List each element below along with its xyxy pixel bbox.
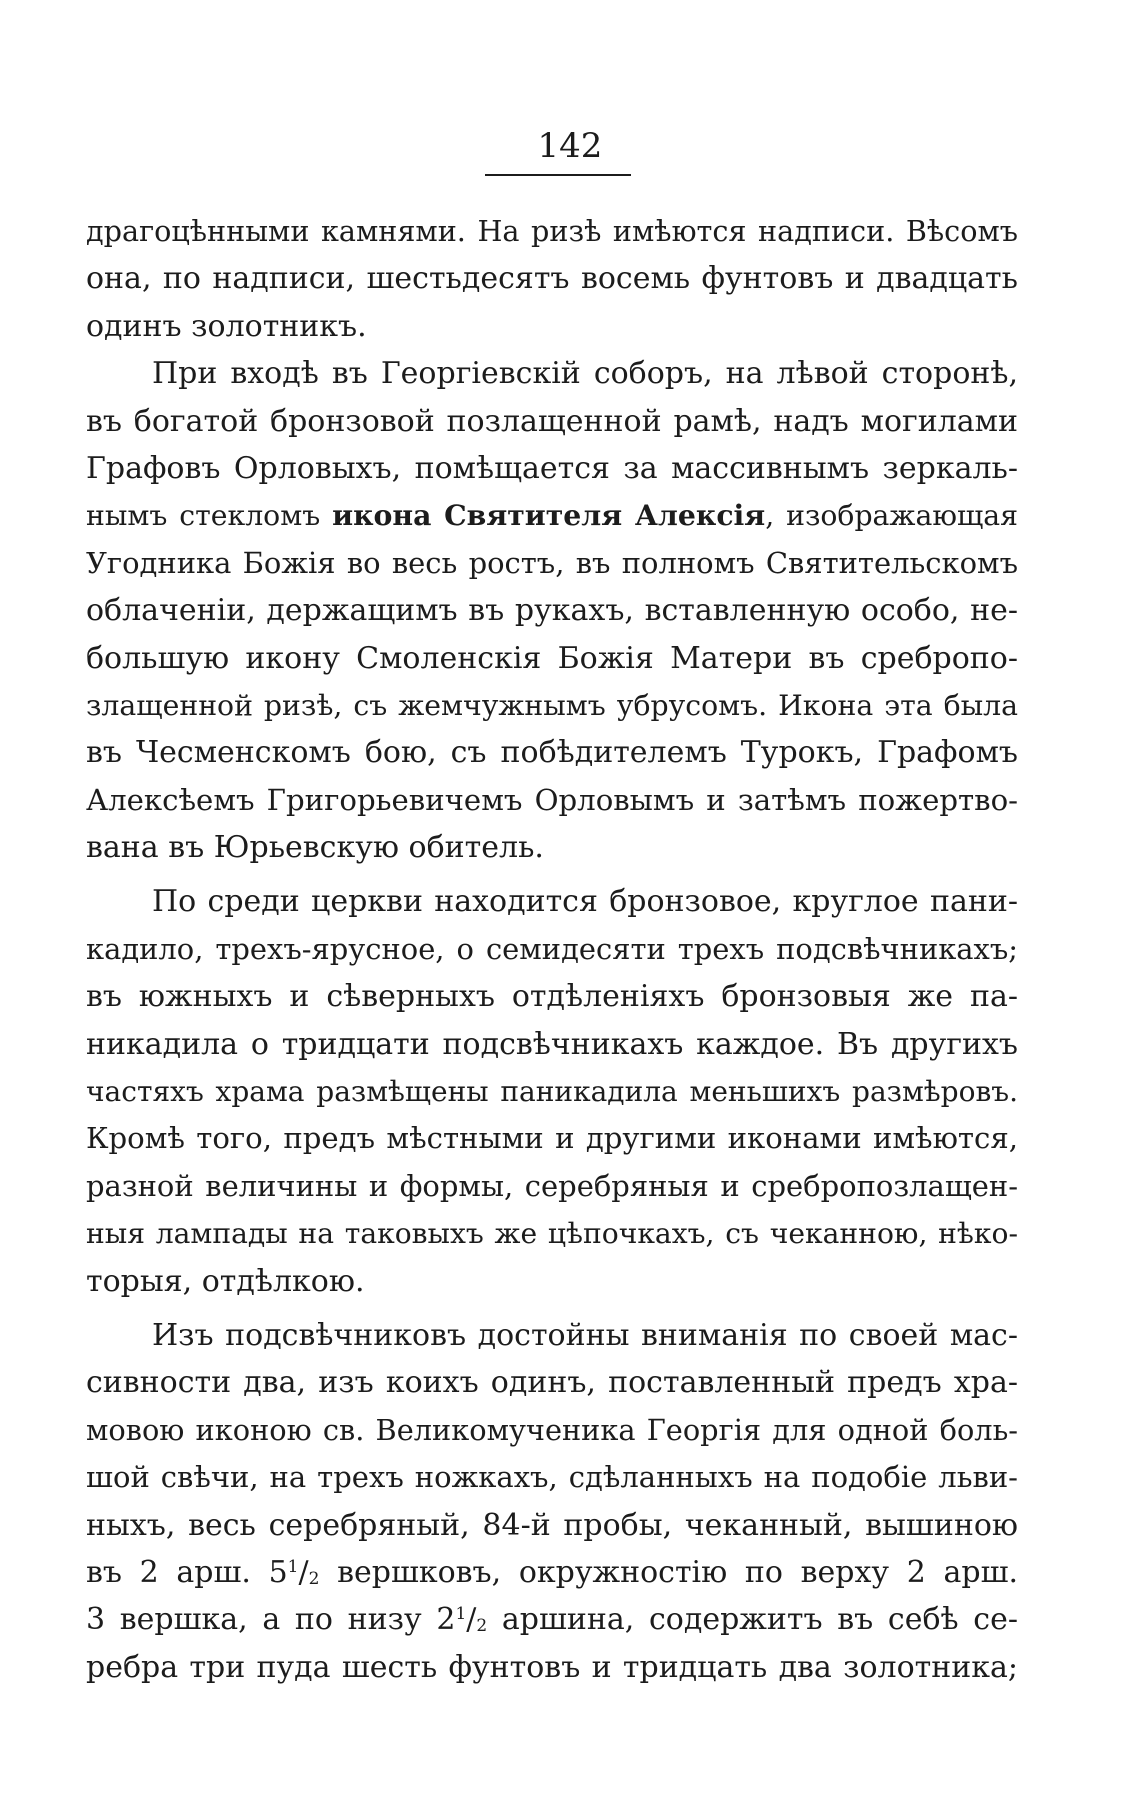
text-line: сивности два, изъ коихъ одинъ, поставленный предъ хра-: [86, 1365, 1018, 1401]
fraction-denominator: 2: [308, 1568, 320, 1589]
text-line: въ богатой бронзовой позлащенной рамѣ, надъ могилами: [86, 403, 1018, 439]
paragraph-1: [86, 208, 1018, 350]
text-line: въ южныхъ и сѣверныхъ отдѣленіяхъ бронзовыя же па-: [86, 979, 1018, 1015]
text-line: Кромѣ того, предъ мѣстными и другими иконами имѣются,: [86, 1121, 1018, 1156]
text-line: При входѣ въ Георгіевскій соборъ, на лѣвой сторонѣ,: [152, 356, 1018, 392]
page-number-rule: [485, 174, 631, 176]
text-segment: аршина, содержитъ въ себѣ се-: [487, 1602, 1018, 1638]
text-line: ныхъ, весь серебряный, 84-й пробы, чеканный, вышиною: [86, 1507, 1018, 1543]
text-line: Алексѣемъ Григорьевичемъ Орловымъ и затѣмъ пожертво-: [86, 782, 1018, 817]
text-line: мовою иконою св. Великомученика Георгія для одной боль-: [86, 1412, 1018, 1447]
text-line: злащенной ризѣ, съ жемчужнымъ убрусомъ. Икона эта была: [86, 688, 1018, 722]
text-segment: вершковъ, окружностію по верху 2 арш.: [319, 1554, 1018, 1590]
fraction-numerator: 1: [287, 1556, 299, 1577]
body-text: [86, 208, 1018, 1691]
text-segment: , изображающая: [765, 499, 1018, 533]
paragraph-3: [86, 878, 1018, 1305]
text-segment: въ 2 арш. 5: [86, 1554, 288, 1590]
paragraph-2: [86, 350, 1018, 871]
text-line: торыя, отдѣлкою.: [86, 1263, 365, 1299]
text-line: она, по надписи, шестьдесятъ восемь фунтовъ и двадцать: [86, 261, 1018, 297]
text-line: одинъ золотникъ.: [86, 308, 367, 344]
page-number: 142: [537, 126, 603, 166]
text-line: вана въ Юрьевскую обитель.: [86, 830, 544, 866]
text-line: въ Чесменскомъ бою, съ побѣдителемъ Турокъ, Графомъ: [86, 735, 1018, 771]
paragraph-4: [86, 1312, 1018, 1691]
text-line: частяхъ храма размѣщены паникадила меньшихъ размѣровъ.: [86, 1075, 1018, 1109]
fraction-denominator: 2: [476, 1616, 488, 1637]
text-line: [86, 492, 1018, 539]
bold-title: икона Святителя Алексія: [332, 498, 766, 533]
text-line: Угодника Божія во весь ростъ, въ полномъ Святительскомъ: [86, 545, 1018, 580]
text-line: разной величины и формы, серебряныя и сребропозлащен-: [86, 1168, 1018, 1203]
fraction-numerator: 1: [455, 1604, 467, 1625]
text-line: кадило, трехъ-ярусное, о семидесяти трехъ подсвѣчникахъ;: [86, 931, 1018, 966]
text-line: ныя лампады на таковыхъ же цѣпочкахъ, съ чеканною, нѣко-: [86, 1217, 1018, 1251]
text-segment: 3 вершка, а по низу 2: [86, 1602, 456, 1638]
text-line: По среди церкви находится бронзовое, круглое пани-: [152, 884, 1018, 920]
text-line: шой свѣчи, на трехъ ножкахъ, сдѣланныхъ на подобіе льви-: [86, 1460, 1018, 1495]
text-line: Изъ подсвѣчниковъ достойны вниманія по своей мас-: [152, 1317, 1018, 1353]
text-line: драгоцѣнными камнями. На ризѣ имѣются надписи. Вѣсомъ: [86, 214, 1018, 248]
text-line: большую икону Смоленскія Божія Матери въ сребропо-: [86, 640, 1018, 676]
text-line: 3 вершка, а по низу $2^1/_2$ аршина, содержитъ въ себѣ се-: [86, 1602, 1018, 1638]
text-line: облаченіи, держащимъ въ рукахъ, вставленную особо, не-: [86, 593, 1018, 629]
text-line: ребра три пуда шесть фунтовъ и тридцать два золотника;: [86, 1649, 1018, 1685]
text-segment: нымъ стекломъ: [86, 499, 333, 533]
text-line: никадила о тридцати подсвѣчникахъ каждое. Въ другихъ: [86, 1026, 1018, 1062]
text-line: Графовъ Орловыхъ, помѣщается за массивнымъ зеркаль-: [86, 450, 1018, 486]
text-line: въ 2 арш. $5^1/_2$ вершковъ, окружностію по верху 2 арш.: [86, 1554, 1018, 1590]
